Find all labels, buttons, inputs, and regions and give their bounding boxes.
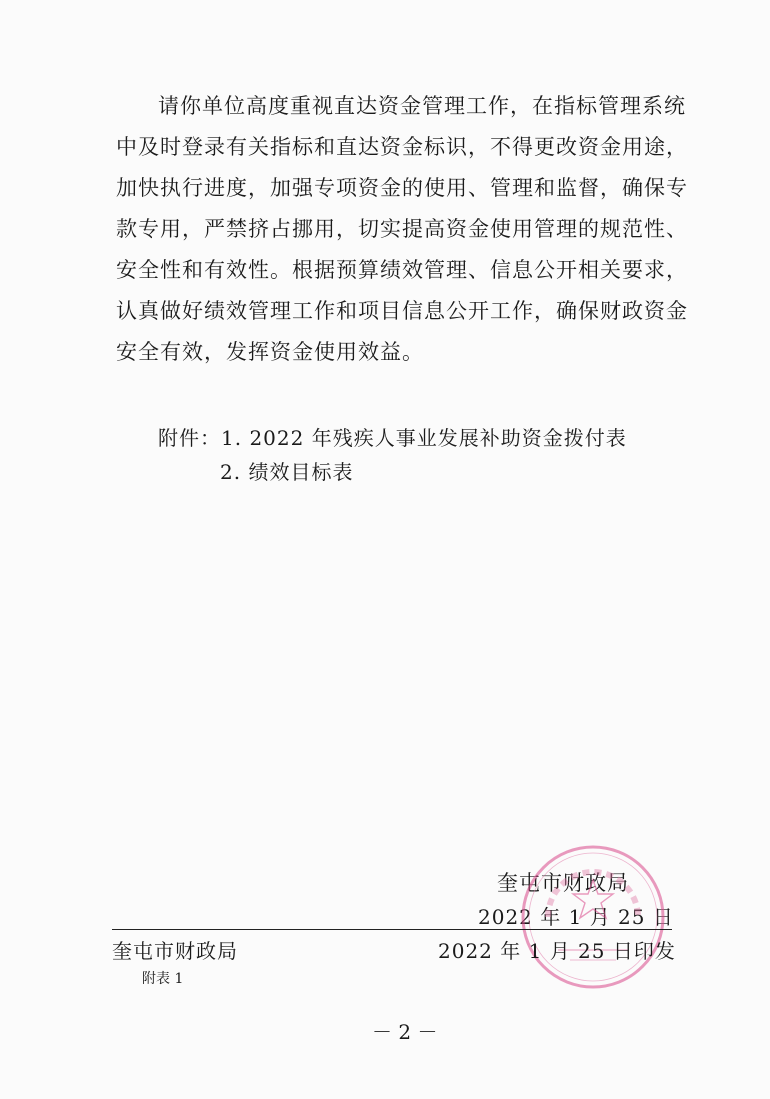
page-number: － 2 － <box>372 1020 438 1044</box>
attachment-line-1: 附件：1. 2022 年残疾人事业发展补助资金拨付表 <box>158 426 627 450</box>
body-line-4: 款专用，严禁挤占挪用，切实提高资金使用管理的规范性、 <box>116 217 688 241</box>
footer-org: 奎屯市财政局 <box>112 939 238 963</box>
body-line-5: 安全性和有效性。根据预算绩效管理、信息公开相关要求， <box>116 258 688 282</box>
official-seal-icon <box>518 842 668 992</box>
annex-label: 附表 1 <box>142 971 184 987</box>
body-line-1: 请你单位高度重视直达资金管理工作，在指标管理系统 <box>158 94 686 118</box>
signature-org: 奎屯市财政局 <box>497 871 629 895</box>
body-line-7: 安全有效，发挥资金使用效益。 <box>116 340 424 364</box>
signature-date: 2022 年 1 月 25 日 <box>478 905 674 929</box>
footer-issue-date: 2022 年 1 月 25 日印发 <box>438 939 676 963</box>
body-paragraph <box>116 86 688 373</box>
footer-divider <box>112 929 672 930</box>
body-line-3: 加快执行进度，加强专项资金的使用、管理和监督，确保专 <box>116 176 688 200</box>
body-line-6: 认真做好绩效管理工作和项目信息公开工作，确保财政资金 <box>116 299 688 323</box>
body-line-2: 中及时登录有关指标和直达资金标识，不得更改资金用途， <box>116 135 688 159</box>
attachment-line-2: 2. 绩效目标表 <box>220 460 354 484</box>
